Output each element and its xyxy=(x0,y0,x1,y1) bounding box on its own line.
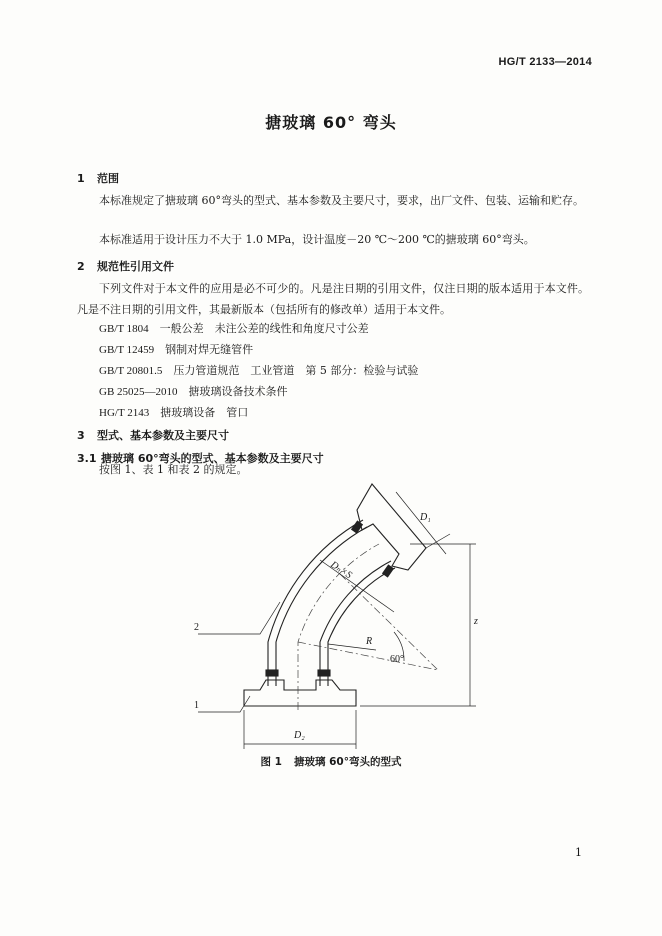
page-title: 搪玻璃 60° 弯头 xyxy=(265,113,397,132)
section-1-heading xyxy=(77,170,119,186)
label-d2: D₂ xyxy=(294,730,305,741)
callout-leader-1 xyxy=(198,696,250,712)
centre-line xyxy=(340,574,438,670)
reference-item xyxy=(99,320,369,336)
reference-item xyxy=(99,362,418,378)
section-1-paragraph-1: 本标准规定了搪玻璃 60°弯头的型式、基本参数及主要尺寸，要求，出厂文件、包装、运输和贮存。 xyxy=(99,194,584,207)
dimension-line-d1 xyxy=(396,492,446,554)
label-d1: D₁ xyxy=(420,512,431,523)
section-title: 型式、基本参数及主要尺寸 xyxy=(97,429,229,442)
reference-title: 搪玻璃设备 管口 xyxy=(160,406,249,419)
reference-code: GB/T 1804 xyxy=(99,323,149,335)
elbow-inner-wall xyxy=(320,561,391,686)
reference-item xyxy=(99,404,248,420)
section-2-paragraph-1: 下列文件对于本文件的应用是必不可少的。凡是注日期的引用文件，仅注日期的版本适用于本文件。凡是不注日期的引用文件，其最新版本（包括所有的修改单）适用于本文件。 xyxy=(77,282,589,316)
section-2-heading xyxy=(77,258,174,274)
reference-code: GB/T 12459 xyxy=(99,344,155,356)
weld-mark xyxy=(318,670,330,676)
label-angle: 60° xyxy=(390,654,404,665)
top-flange xyxy=(357,484,426,570)
figure-caption xyxy=(0,754,662,769)
callout-label-2: 2 xyxy=(194,622,199,633)
subsection-number: 3.1 xyxy=(77,452,97,465)
section-title: 规范性引用文件 xyxy=(97,260,174,273)
page-number: 1 xyxy=(575,846,582,859)
section-3-heading xyxy=(77,427,229,443)
reference-code: GB 25025—2010 xyxy=(99,386,178,398)
reference-title: 一般公差 未注公差的线性和角度尺寸公差 xyxy=(159,322,369,335)
section-number: 3 xyxy=(77,429,85,442)
bottom-flange xyxy=(244,680,356,706)
reference-item xyxy=(99,383,288,399)
reference-item xyxy=(99,341,253,357)
reference-code: HG/T 2143 xyxy=(99,407,150,419)
label-r: R xyxy=(366,636,373,647)
section-number: 2 xyxy=(77,260,85,273)
figure-number: 图 1 xyxy=(260,756,282,768)
label-z: z xyxy=(474,616,478,627)
elbow-inner-wall-inner xyxy=(328,568,395,686)
label-dn-s: Dₙ×S xyxy=(328,559,354,582)
extension-line xyxy=(426,534,450,548)
subsection-title: 搪玻璃 60°弯头的型式、基本参数及主要尺寸 xyxy=(101,452,324,465)
figure-title: 搪玻璃 60°弯头的型式 xyxy=(293,756,402,768)
callout-label-1: 1 xyxy=(194,700,199,711)
weld-mark xyxy=(383,565,394,577)
weld-mark xyxy=(266,670,278,676)
elbow-outer-wall xyxy=(268,520,363,686)
reference-code: GB/T 20801.5 xyxy=(99,365,163,377)
callout-leader-2 xyxy=(198,602,280,634)
section-1-paragraph-2: 本标准适用于设计压力不大于 1.0 MPa，设计温度－20 ℃～200 ℃的搪玻璃 60°弯头。 xyxy=(99,233,535,246)
reference-title: 压力管道规范 工业管道 第 5 部分：检验与试验 xyxy=(173,364,419,377)
reference-title: 钢制对焊无缝管件 xyxy=(165,343,254,356)
section-title: 范围 xyxy=(97,172,119,185)
reference-title: 搪玻璃设备技术条件 xyxy=(188,385,288,398)
subsection-3-1-paragraph: 按图 1、表 1 和表 2 的规定。 xyxy=(99,463,248,476)
elbow-drawing xyxy=(180,474,600,754)
section-number: 1 xyxy=(77,172,85,185)
standard-code: HG/T 2133—2014 xyxy=(498,56,592,68)
